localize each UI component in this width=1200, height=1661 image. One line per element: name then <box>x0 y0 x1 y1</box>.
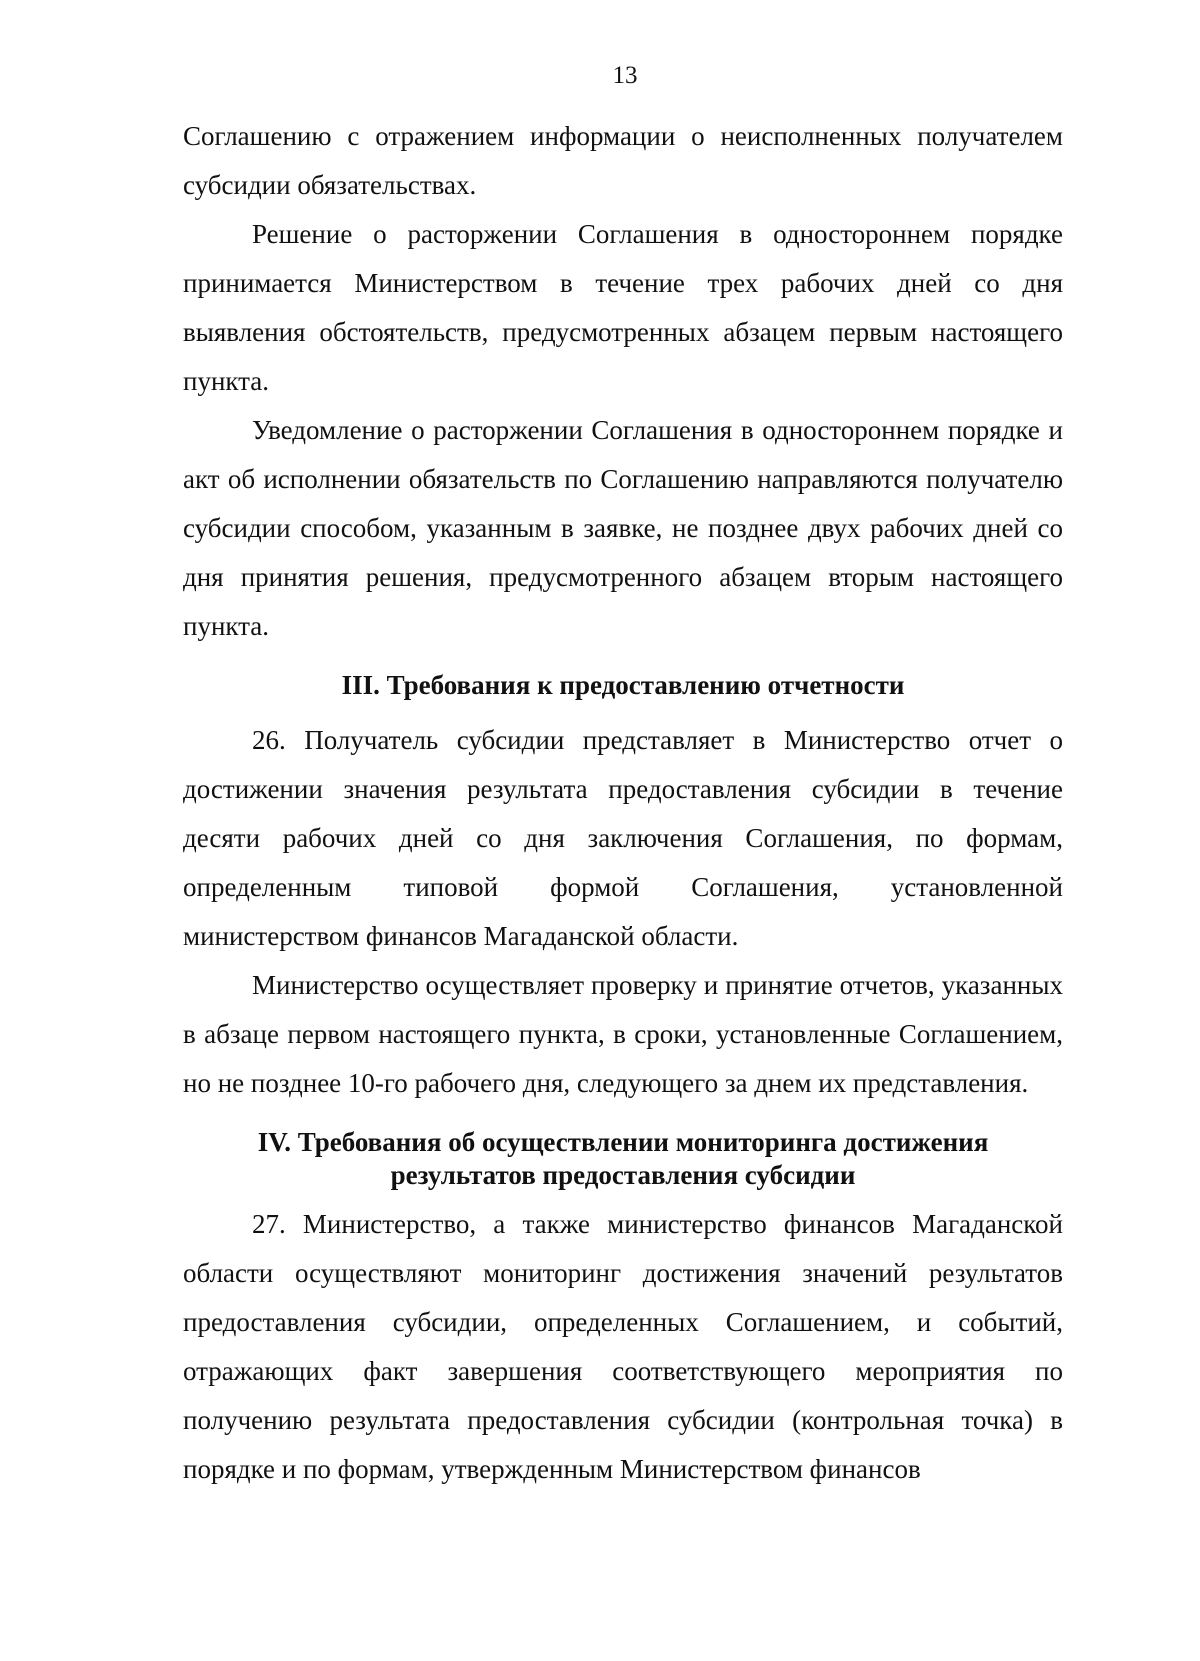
paragraph-continuation: Соглашению с отражением информации о неисполненных получателем субсидии обязательствах. <box>183 121 1063 200</box>
paragraph-termination-decision: Решение о расторжении Соглашения в одностороннем порядке принимается Министерством в течение трех рабочих дней со дня выявления обстоятельств, предусмотренных абзацем первым настоящего пункта. <box>183 219 1063 396</box>
section-heading-monitoring-line-1: IV. Требования об осуществлении мониторинга достижения <box>257 1127 989 1157</box>
paragraph-termination-notice: Уведомление о расторжении Соглашения в одностороннем порядке и акт об исполнении обязательств по Соглашению направляются получателю субсидии способом, указанным в заявке, не позднее двух рабочих дней со дня принятия решения, предусмотренного абзацем вторым настоящего пункта. <box>183 415 1063 641</box>
paragraph-report-check: Министерство осуществляет проверку и принятие отчетов, указанных в абзаце первом настоящего пункта, в сроки, установленные Соглашением, но не позднее 10-го рабочего дня, следующего за днем их представления. <box>183 970 1063 1098</box>
section-heading-monitoring-line-2: результатов предоставления субсидии <box>390 1160 856 1190</box>
paragraph-item-27: 27. Министерство, а также министерство финансов Магаданской области осуществляют мониторинг достижения значений результатов предоставления субсидии, определенных Соглашением, и событий, отражающих факт завершения соответствующего мероприятия по получению результата предоставления субсидии (контрольная точка) в порядке и по формам, утвержденным Министерством финансов <box>183 1209 1063 1484</box>
document-body <box>183 112 1063 1494</box>
paragraph-item-26: 26. Получатель субсидии представляет в Министерство отчет о достижении значения результата предоставления субсидии в течение десяти рабочих дней со дня заключения Соглашения, по формам, определенным типовой формой Соглашения, установленной министерством финансов Магаданской области. <box>183 725 1063 951</box>
section-heading-reporting: III. Требования к предоставлению отчетности <box>341 670 905 700</box>
page-number: 13 <box>612 62 638 89</box>
section-heading-monitoring <box>183 1126 1063 1192</box>
